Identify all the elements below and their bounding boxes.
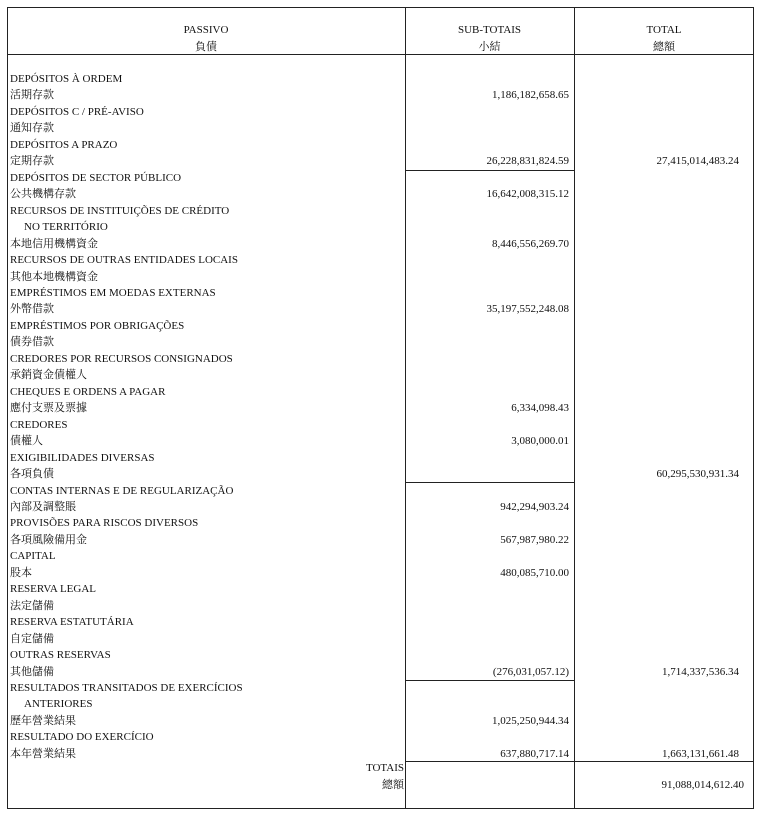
- row-label: CREDORES POR RECURSOS CONSIGNADOS: [10, 352, 233, 365]
- row-label: ANTERIORES: [24, 698, 93, 711]
- subtotal-rule: [405, 170, 574, 171]
- table-row: [8, 565, 753, 581]
- table-row: [8, 334, 753, 350]
- header-passivo: [7, 22, 405, 56]
- row-label: RESERVA LEGAL: [10, 583, 97, 596]
- row-label: CREDORES: [10, 418, 68, 431]
- row-label: RESERVA ESTATUTÁRIA: [10, 616, 134, 629]
- table-row: [8, 351, 753, 367]
- table-row: [8, 713, 753, 729]
- row-label: 自定儲備: [10, 632, 54, 645]
- table-row: [8, 466, 753, 482]
- subtotal-value: 637,880,717.14: [500, 747, 569, 760]
- subtotal-value: 567,987,980.22: [500, 533, 569, 546]
- table-row: [8, 170, 753, 186]
- totals-rule: [405, 761, 754, 762]
- row-label: CAPITAL: [10, 550, 56, 563]
- table-row: [8, 631, 753, 647]
- table-row: [8, 252, 753, 268]
- row-label: 債權人: [10, 435, 43, 448]
- table-row: [8, 483, 753, 499]
- subtotal-value: 3,080,000.01: [511, 435, 569, 448]
- row-label: RECURSOS DE OUTRAS ENTIDADES LOCAIS: [10, 254, 238, 267]
- row-label: 其他本地機構資金: [10, 270, 98, 283]
- table-row: [8, 696, 753, 712]
- row-label: 歷年營業結果: [10, 714, 76, 727]
- table-row: [8, 87, 753, 103]
- table-row: [8, 153, 753, 169]
- grand-total-value: 91,088,014,612.40: [661, 779, 744, 791]
- table-row: [8, 729, 753, 745]
- total-value: 27,415,014,483.24: [656, 155, 739, 168]
- table-row: [8, 137, 753, 153]
- header-subtotais-pt: SUB-TOTAIS: [457, 24, 522, 36]
- header-total: [574, 22, 754, 56]
- row-label: 各項負債: [10, 468, 54, 481]
- subtotal-value: 26,228,831,824.59: [486, 155, 569, 168]
- subtotal-value: 1,025,250,944.34: [492, 714, 569, 727]
- header-subtotais: [405, 22, 574, 56]
- subtotal-rule: [405, 680, 574, 681]
- row-label: DEPÓSITOS C / PRÉ-AVISO: [10, 105, 144, 118]
- row-label: 應付支票及票據: [10, 402, 87, 415]
- table-row: [8, 532, 753, 548]
- total-value: 1,714,337,536.34: [662, 665, 739, 678]
- subtotal-rule: [405, 482, 574, 483]
- totals-label-pt: TOTAIS: [365, 762, 404, 774]
- row-label: PROVISÕES PARA RISCOS DIVERSOS: [10, 517, 199, 530]
- subtotal-value: (276,031,057.12): [492, 665, 569, 678]
- row-label: EXIGIBILIDADES DIVERSAS: [10, 451, 155, 464]
- subtotal-value: 942,294,903.24: [500, 500, 569, 513]
- header-passivo-pt: PASSIVO: [183, 24, 229, 36]
- row-label: 外幣借款: [10, 303, 54, 316]
- table-row: [8, 203, 753, 219]
- row-label: CONTAS INTERNAS E DE REGULARIZAÇÃO: [10, 484, 234, 497]
- row-label: 股本: [10, 566, 32, 579]
- row-label: RESULTADO DO EXERCÍCIO: [10, 731, 154, 744]
- table-row: [8, 450, 753, 466]
- row-label: RESULTADOS TRANSITADOS DE EXERCÍCIOS: [10, 682, 243, 695]
- header-total-pt: TOTAL: [646, 24, 682, 36]
- table-row: [8, 680, 753, 696]
- table-row: [8, 647, 753, 663]
- table-row: [8, 384, 753, 400]
- table-row: [8, 120, 753, 136]
- row-label: 債券借款: [10, 336, 54, 349]
- table-row: [8, 499, 753, 515]
- table-row: [8, 400, 753, 416]
- row-label: 定期存款: [10, 155, 54, 168]
- table-row: [8, 269, 753, 285]
- table-row: [8, 433, 753, 449]
- table-row: [8, 614, 753, 630]
- total-value: 1,663,131,661.48: [662, 747, 739, 760]
- row-label: RECURSOS DE INSTITUIÇÕES DE CRÉDITO: [10, 204, 230, 217]
- total-value: 60,295,530,931.34: [656, 468, 739, 481]
- subtotal-value: 1,186,182,658.65: [492, 89, 569, 102]
- table-row: [8, 318, 753, 334]
- table-row: [8, 598, 753, 614]
- subtotal-value: 480,085,710.00: [500, 566, 569, 579]
- table-row: [8, 104, 753, 120]
- table-row: [8, 236, 753, 252]
- row-label: DEPÓSITOS À ORDEM: [10, 73, 123, 85]
- row-label: 本地信用機構資金: [10, 237, 98, 250]
- row-label: 活期存款: [10, 89, 54, 102]
- row-label: EMPRÉSTIMOS EM MOEDAS EXTERNAS: [10, 286, 216, 299]
- row-label: OUTRAS RESERVAS: [10, 649, 111, 662]
- row-label: 內部及調整賬: [10, 500, 76, 513]
- table-row: [8, 581, 753, 597]
- row-label: 公共機構存款: [10, 188, 76, 201]
- table-row: [8, 301, 753, 317]
- table-row: [8, 285, 753, 301]
- subtotal-value: 6,334,098.43: [511, 402, 569, 415]
- subtotal-value: 8,446,556,269.70: [492, 237, 569, 250]
- table-row: [8, 367, 753, 383]
- row-label: DEPÓSITOS DE SECTOR PÚBLICO: [10, 171, 182, 184]
- row-label: EMPRÉSTIMOS POR OBRIGAÇÕES: [10, 319, 185, 332]
- subtotal-value: 16,642,008,315.12: [486, 188, 569, 201]
- header-passivo-zh: 負債: [195, 41, 217, 53]
- row-label: DEPÓSITOS A PRAZO: [10, 138, 118, 151]
- header-total-zh: 總額: [653, 41, 675, 53]
- table-row: [8, 548, 753, 564]
- totals-label-zh: 總額: [382, 779, 404, 791]
- row-label: 通知存款: [10, 122, 54, 135]
- table-row: [8, 186, 753, 202]
- table-row: [8, 219, 753, 235]
- table-row: [8, 71, 753, 87]
- row-label: 本年營業結果: [10, 747, 76, 760]
- row-label: 其他儲備: [10, 665, 54, 678]
- row-label: 承銷資金債權人: [10, 369, 87, 382]
- subtotal-value: 35,197,552,248.08: [486, 303, 569, 316]
- row-label: NO TERRITÓRIO: [24, 221, 108, 234]
- header-subtotais-zh: 小結: [478, 41, 501, 53]
- table-row: [8, 664, 753, 680]
- row-label: 法定儲備: [10, 599, 54, 612]
- table-row: [8, 417, 753, 433]
- table-row: [8, 515, 753, 531]
- row-label: 各項風險備用金: [10, 533, 87, 546]
- row-label: CHEQUES E ORDENS A PAGAR: [10, 385, 166, 398]
